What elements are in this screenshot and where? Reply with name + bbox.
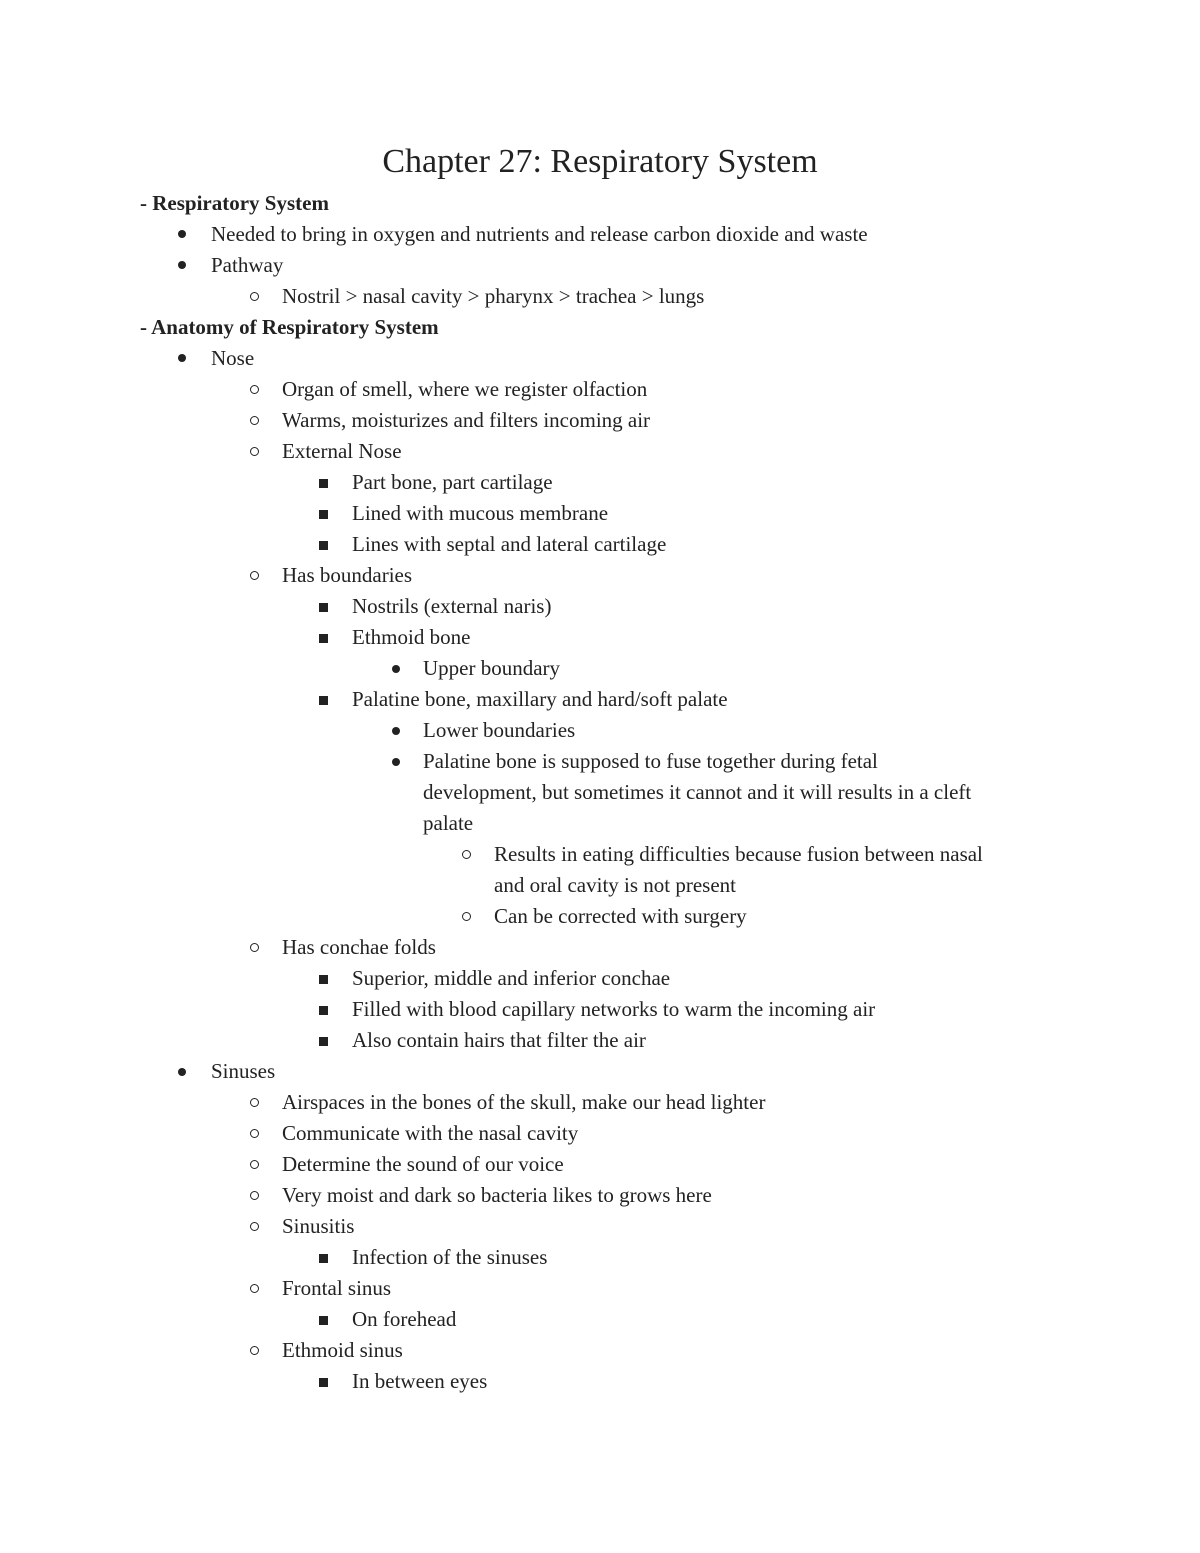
bullet-square-icon <box>319 975 328 984</box>
bullet-circle-icon <box>250 943 259 952</box>
list-item-continuation: and oral cavity is not present <box>494 873 737 897</box>
section-heading-respiratory-system <box>140 190 329 216</box>
list-item: Has conchae folds <box>282 935 436 959</box>
bullet-square-icon <box>319 603 328 612</box>
bullet-circle-icon <box>250 292 259 301</box>
list-item: Needed to bring in oxygen and nutrients and release carbon dioxide and waste <box>211 222 868 246</box>
bullet-circle-icon <box>462 850 471 859</box>
list-item: Sinusitis <box>282 1214 355 1238</box>
bullet-circle-icon <box>250 416 259 425</box>
bullet-circle-icon <box>250 1346 259 1355</box>
list-item: Nostril > nasal cavity > pharynx > trachea > lungs <box>282 284 705 308</box>
bullet-circle-icon <box>250 447 259 456</box>
section-heading-anatomy <box>140 314 439 340</box>
page-title: Chapter 27: Respiratory System <box>382 143 818 180</box>
bullet-circle-icon <box>250 1098 259 1107</box>
bullet-square-icon <box>319 1254 328 1263</box>
bullet-disc-icon <box>392 665 400 673</box>
list-item: Nostrils (external naris) <box>352 594 552 618</box>
section-dash: - <box>140 315 152 339</box>
bullet-disc-icon <box>178 1068 186 1076</box>
list-item: Organ of smell, where we register olfaction <box>282 377 648 401</box>
bullet-circle-icon <box>250 571 259 580</box>
section-dash: - <box>140 191 153 215</box>
list-item: Warms, moisturizes and filters incoming air <box>282 408 651 432</box>
list-item: Upper boundary <box>423 656 561 680</box>
list-item: On forehead <box>352 1307 457 1331</box>
list-item-continuation: development, but sometimes it cannot and it will results in a cleft <box>423 780 972 804</box>
bullet-square-icon <box>319 1378 328 1387</box>
list-item: Nose <box>211 346 255 370</box>
bullet-circle-icon <box>250 385 259 394</box>
list-item: Pathway <box>211 253 284 277</box>
section-heading-text: Anatomy of Respiratory System <box>151 315 439 339</box>
bullet-square-icon <box>319 1006 328 1015</box>
bullet-square-icon <box>319 634 328 643</box>
list-item: Ethmoid bone <box>352 625 471 649</box>
list-item: Palatine bone, maxillary and hard/soft palate <box>352 687 728 711</box>
list-item: Also contain hairs that filter the air <box>352 1028 646 1052</box>
list-item: Palatine bone is supposed to fuse together during fetal <box>423 749 878 773</box>
bullet-square-icon <box>319 696 328 705</box>
bullet-square-icon <box>319 510 328 519</box>
list-item: In between eyes <box>352 1369 488 1393</box>
bullet-circle-icon <box>250 1129 259 1138</box>
bullet-disc-icon <box>178 230 186 238</box>
list-item: Sinuses <box>211 1059 276 1083</box>
list-item: Communicate with the nasal cavity <box>282 1121 579 1145</box>
list-item: Ethmoid sinus <box>282 1338 403 1362</box>
bullet-disc-icon <box>392 727 400 735</box>
list-item: Lined with mucous membrane <box>352 501 609 525</box>
bullet-square-icon <box>319 1316 328 1325</box>
list-item: Filled with blood capillary networks to warm the incoming air <box>352 997 876 1021</box>
list-item: Frontal sinus <box>282 1276 392 1300</box>
list-item: Lower boundaries <box>423 718 576 742</box>
list-item: Determine the sound of our voice <box>282 1152 564 1176</box>
list-item: Results in eating difficulties because fusion between nasal <box>494 842 983 866</box>
list-item: Infection of the sinuses <box>352 1245 548 1269</box>
bullet-circle-icon <box>250 1160 259 1169</box>
list-item: Can be corrected with surgery <box>494 904 747 928</box>
section-heading-text: Respiratory System <box>152 191 329 215</box>
bullet-disc-icon <box>178 261 186 269</box>
bullet-disc-icon <box>178 354 186 362</box>
list-item: Lines with septal and lateral cartilage <box>352 532 667 556</box>
bullet-circle-icon <box>250 1284 259 1293</box>
bullet-circle-icon <box>250 1191 259 1200</box>
bullet-disc-icon <box>392 758 400 766</box>
bullet-square-icon <box>319 541 328 550</box>
list-item: Very moist and dark so bacteria likes to grows here <box>282 1183 712 1207</box>
list-item: Airspaces in the bones of the skull, make our head lighter <box>282 1090 766 1114</box>
bullet-circle-icon <box>462 912 471 921</box>
bullet-square-icon <box>319 479 328 488</box>
list-item: Part bone, part cartilage <box>352 470 553 494</box>
list-item: Has boundaries <box>282 563 413 587</box>
list-item: External Nose <box>282 439 402 463</box>
list-item: Superior, middle and inferior conchae <box>352 966 671 990</box>
bullet-square-icon <box>319 1037 328 1046</box>
bullet-circle-icon <box>250 1222 259 1231</box>
list-item-continuation: palate <box>423 811 474 835</box>
